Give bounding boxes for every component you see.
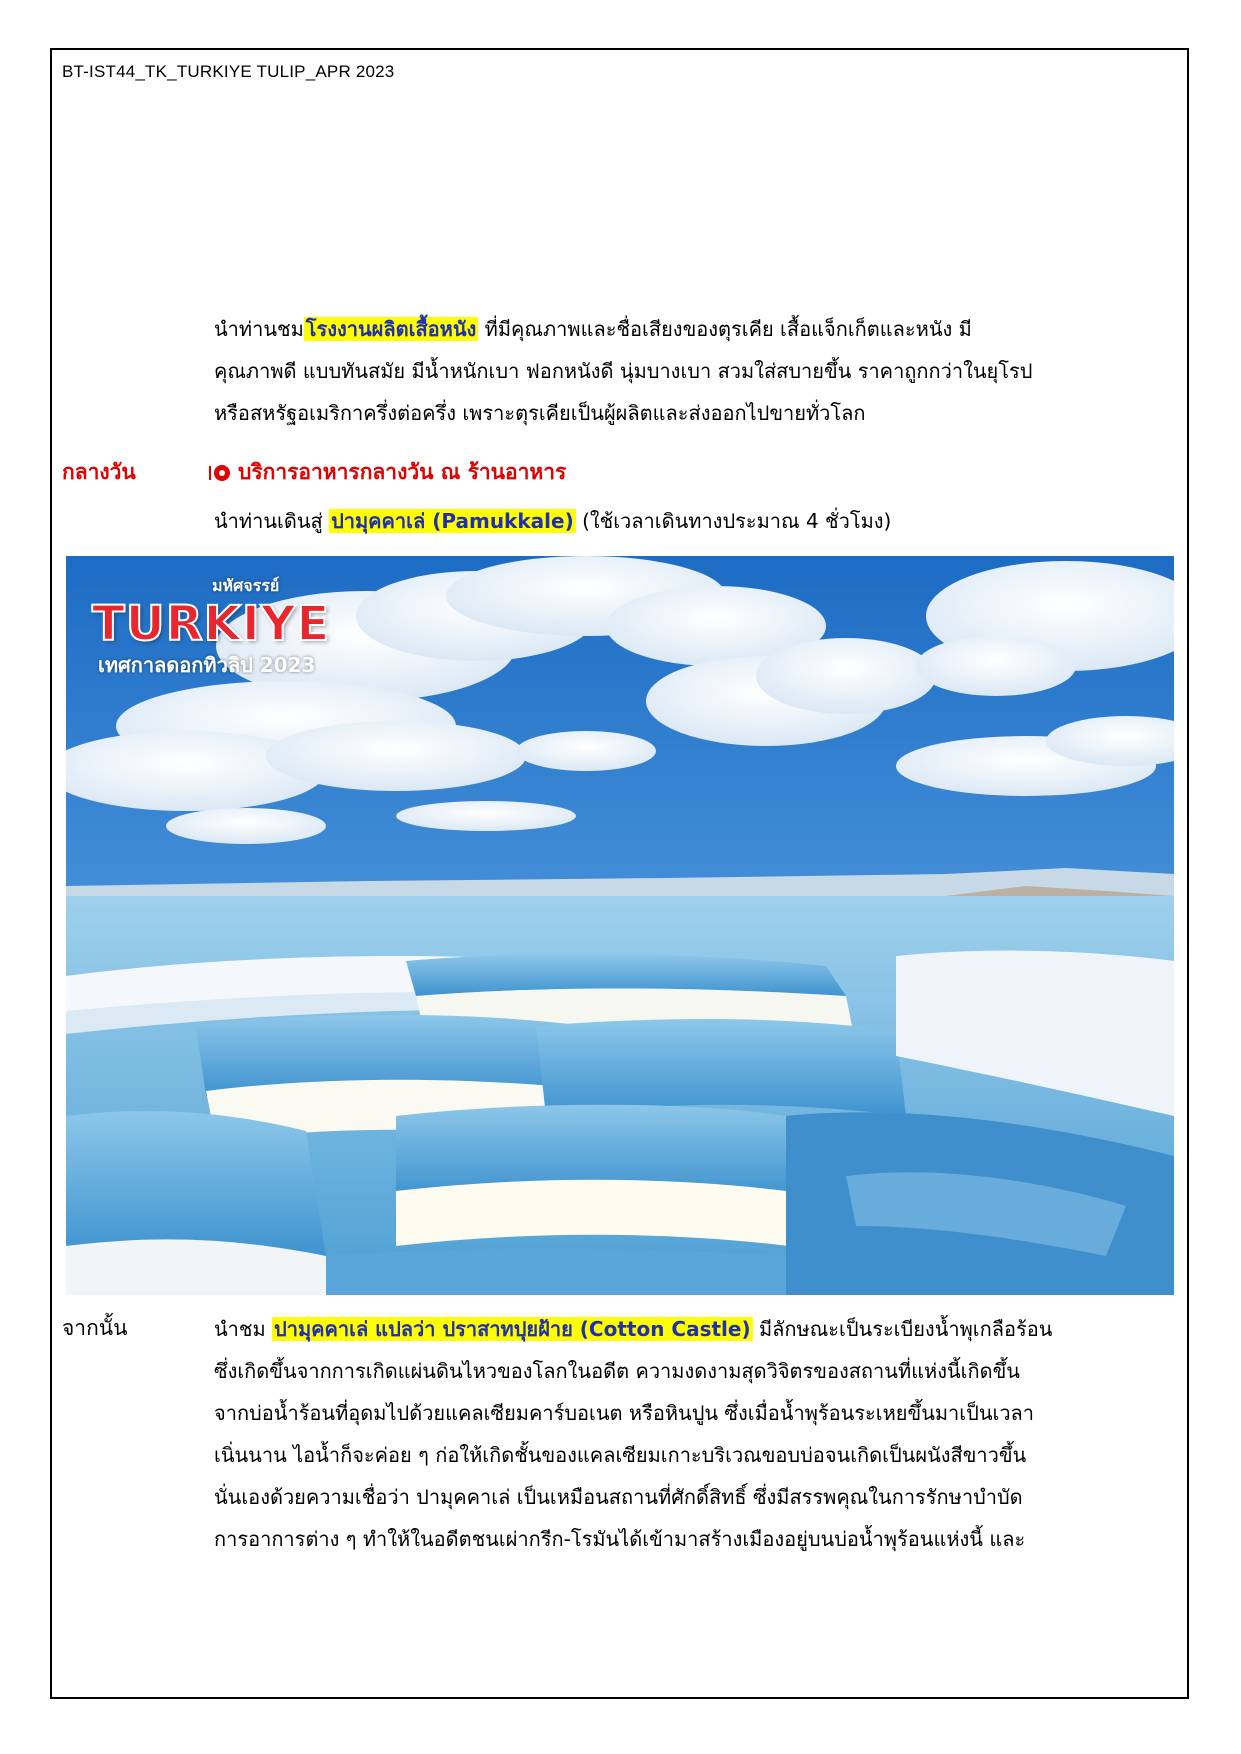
travel-suffix: (ใช้เวลาเดินทางประมาณ 4 ชั่วโมง) [575, 509, 892, 533]
cotton-castle-highlight: ปามุคคาเล่ แปลว่า ปราสาทปุยฝ้าย (Cotton Castle) [274, 1317, 751, 1341]
intro-line-1-suffix: ที่มีคุณภาพและชื่อเสียงของตุรเคีย เสื้อแจ็กเก็ตและหนัง มี [478, 317, 972, 341]
turkiye-brand-logo [92, 574, 330, 681]
then-label: จากนั้น [62, 1316, 128, 1340]
pamukkale-highlight: ปามุคคาเล่ (Pamukkale) [331, 509, 574, 533]
lunch-label: กลางวัน [62, 460, 136, 484]
then-line-4: เนิ่นนาน ไอน้ำก็จะค่อย ๆ ก่อให้เกิดชั้นของแคลเซียมเกาะบริเวณขอบบ่อจนเกิดเป็นผนังสีขาวขึ้น [214, 1443, 1027, 1467]
then-line-1-prefix: นำชม [214, 1317, 273, 1341]
travel-prefix: นำท่านเดินสู่ [214, 509, 330, 533]
intro-line-1-prefix: นำท่านชม [214, 317, 304, 341]
then-line-1-suffix: มีลักษณะเป็นระเบียงน้ำพุเกลือร้อน [752, 1317, 1053, 1341]
then-line-6: การอาการต่าง ๆ ทำให้ในอดีตชนเผ่ากรีก-โรมันได้เข้ามาสร้างเมืองอยู่บนบ่อน้ำพุร้อนแห่งนี้ และ [214, 1527, 1026, 1551]
then-line-1 [214, 1308, 1174, 1350]
dining-icon [214, 465, 230, 481]
brand-tagline: มหัศจรรย์ [212, 576, 280, 595]
then-line-5: นั่นเองด้วยความเชื่อว่า ปามุคคาเล่ เป็นเหมือนสถานที่ศักดิ์สิทธิ์ ซึ่งมีสรรพคุณในการรักษาบำบัด [214, 1485, 1023, 1509]
intro-line-2: คุณภาพดี แบบทันสมัย มีน้ำหนักเบา ฟอกหนังดี นุ่มบางเบา สวมใส่สบายขึ้น ราคาถูกกว่าในยุโรป [214, 359, 1033, 383]
then-line-3: จากบ่อน้ำร้อนที่อุดมไปด้วยแคลเซียมคาร์บอเนต หรือหินปูน ซึ่งเมื่อน้ำพุร้อนระเหยขึ้นมาเป็นเวลา [214, 1401, 1035, 1425]
lunch-line [214, 456, 566, 489]
intro-line-3: หรือสหรัฐอเมริกาครึ่งต่อครึ่ง เพราะตุรเคียเป็นผู้ผลิตและส่งออกไปขายทั่วโลก [214, 401, 866, 425]
document-code: BT-IST44_TK_TURKIYE TULIP_APR 2023 [62, 62, 395, 81]
leather-factory-highlight: โรงงานผลิตเสื้อหนัง [305, 317, 477, 341]
intro-paragraph [214, 308, 1174, 434]
pamukkale-photo [66, 556, 1174, 1295]
travel-line [214, 500, 1174, 542]
brand-subtitle: เทศกาลดอกทิวลิป 2023 [98, 653, 316, 677]
lunch-text: บริการอาหารกลางวัน ณ ร้านอาหาร [238, 460, 567, 484]
brand-title: TURKIYE [92, 596, 331, 652]
then-line-2: ซึ่งเกิดขึ้นจากการเกิดแผ่นดินไหวของโลกในอดีต ความงดงามสุดวิจิตรของสถานที่แห่งนี้เกิดขึ้น [214, 1359, 1020, 1383]
intro-line-1 [214, 308, 1174, 350]
then-paragraph [214, 1308, 1174, 1560]
